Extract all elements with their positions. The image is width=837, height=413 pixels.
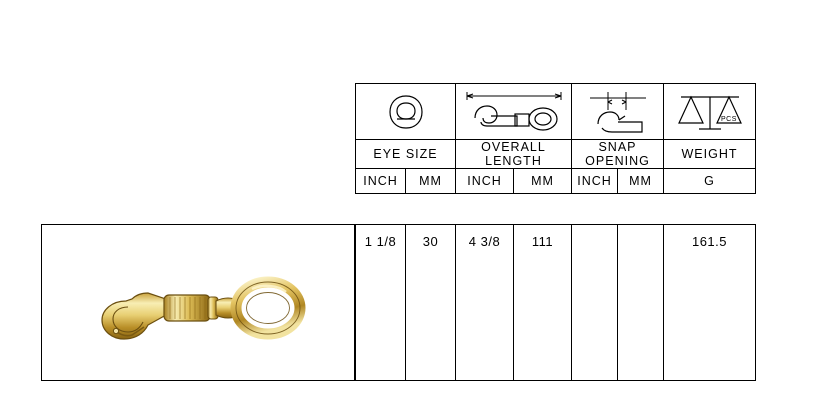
- snap-opening-unit-inch: INCH: [572, 169, 618, 194]
- weight-unit-g: G: [664, 169, 756, 194]
- eye-size-unit-inch: INCH: [356, 169, 406, 194]
- value-weight-g: 161.5: [664, 225, 756, 381]
- snap-opening-icon-cell: [572, 84, 664, 140]
- value-snap-opening-mm: [618, 225, 664, 381]
- value-overall-length-mm: 111: [514, 225, 572, 381]
- overall-length-unit-mm: MM: [514, 169, 572, 194]
- overall-length-icon: [456, 88, 571, 136]
- spec-unit-row: [356, 169, 756, 194]
- value-overall-length-inch: 4 3/8: [456, 225, 514, 381]
- eye-size-icon-cell: [356, 84, 456, 140]
- spec-name-row: [356, 140, 756, 169]
- value-eye-size-inch: 1 1/8: [356, 225, 406, 381]
- snap-opening-label: SNAP OPENING: [572, 140, 664, 169]
- spec-values-table: [355, 224, 756, 381]
- overall-length-label: OVERALL LENGTH: [456, 140, 572, 169]
- value-snap-opening-inch: [572, 225, 618, 381]
- pcs-label: PCS: [720, 115, 737, 123]
- snap-opening-unit-mm: MM: [618, 169, 664, 194]
- snap-opening-icon: [572, 88, 663, 136]
- eye-size-label: EYE SIZE: [356, 140, 456, 169]
- spec-header-table: [355, 83, 756, 194]
- overall-length-icon-cell: [456, 84, 572, 140]
- weight-icon-cell: [664, 84, 756, 140]
- weight-label: WEIGHT: [664, 140, 756, 169]
- table-row: [356, 225, 756, 381]
- overall-length-unit-inch: INCH: [456, 169, 514, 194]
- spec-icon-row: [356, 84, 756, 140]
- brass-swivel-snap-hook-image: [92, 263, 322, 358]
- product-image-cell: [41, 224, 355, 381]
- eye-size-unit-mm: MM: [406, 169, 456, 194]
- value-eye-size-mm: 30: [406, 225, 456, 381]
- weight-scale-icon: [664, 89, 755, 135]
- eye-size-icon: [356, 90, 455, 134]
